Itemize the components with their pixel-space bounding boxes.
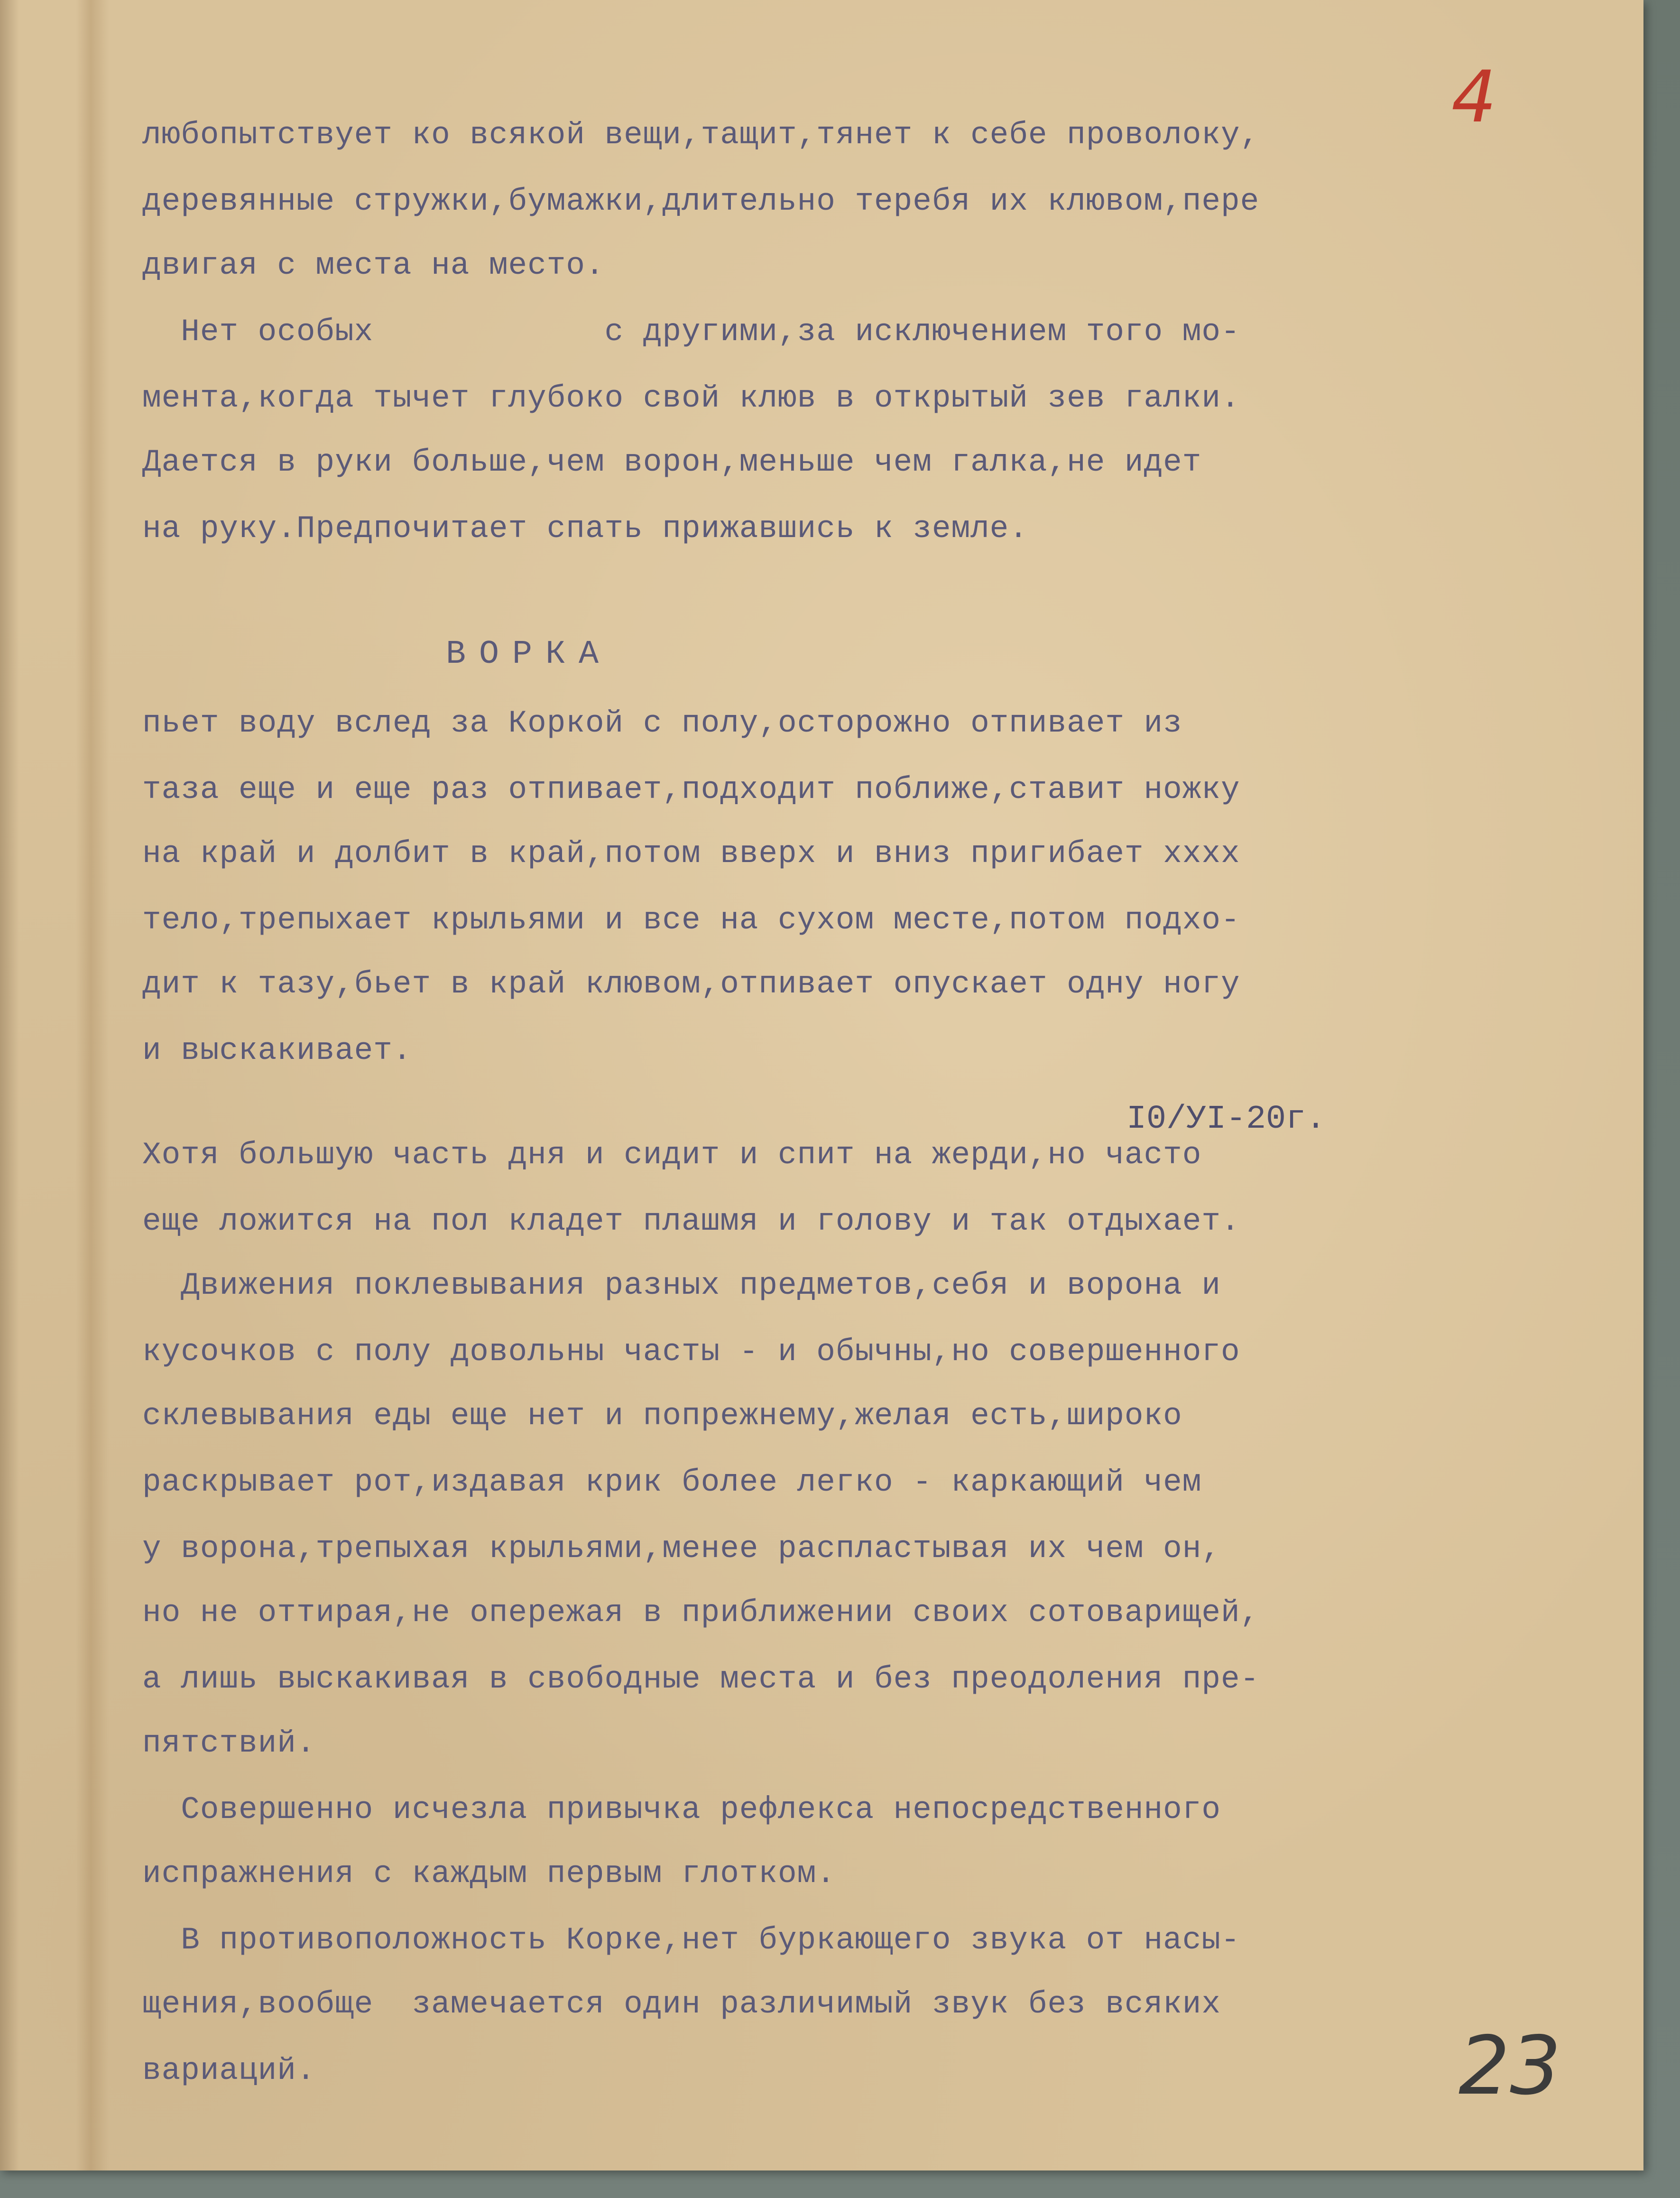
text-line: деревянные стружки,бумажки,длительно теребя их клювом,пере <box>142 184 1260 219</box>
text-line: и выскакивает. <box>142 1033 412 1068</box>
text-line: Нет особых с другими,за исключением того мо- <box>142 314 1240 350</box>
section-heading: ВОРКА <box>446 636 612 673</box>
page-number: 4 <box>1451 56 1497 139</box>
page-fold-edge <box>0 0 19 2170</box>
text-line: на край и долбит в край,потом вверх и вниз пригибает xxxx <box>142 836 1240 872</box>
text-line: В противоположность Корке,нет буркающего звука от насы- <box>142 1922 1240 1958</box>
text-line: тело,трепыхает крыльями и все на сухом месте,потом подхо- <box>142 902 1240 938</box>
text-line: любопытствует ко всякой вещи,тащит,тянет к себе проволоку, <box>142 117 1260 153</box>
text-line: кусочков с полу довольны часты - и обычны,но совершенного <box>142 1334 1240 1370</box>
text-line: вариаций. <box>142 2053 316 2088</box>
text-line: таза еще и еще раз отпивает,подходит поближе,ставит ножку <box>142 772 1240 807</box>
text-line: Дается в руки больше,чем ворон,меньше чем галка,не идет <box>142 445 1202 480</box>
text-line: на руку.Предпочитает спать прижавшись к земле. <box>142 511 1028 547</box>
entry-date: I0/УI-20г. <box>1126 1101 1326 1138</box>
archive-sheet-number: 23 <box>1458 2019 1561 2113</box>
text-line: щения,вообще замечается один различимый звук без всяких <box>142 1986 1221 2022</box>
text-line: Хотя большую часть дня и сидит и спит на жерди,но часто <box>142 1137 1202 1173</box>
text-line: мента,когда тычет глубоко свой клюв в открытый зев галки. <box>142 380 1240 416</box>
text-line: Движения поклевывания разных предметов,себя и ворона и <box>142 1268 1221 1303</box>
text-line: но не оттирая,не опережая в приближении своих сотоварищей, <box>142 1595 1260 1631</box>
text-line: двигая с места на место. <box>142 248 605 283</box>
page-fold-crease <box>76 0 109 2170</box>
text-line: испражнения с каждым первым глотком. <box>142 1856 836 1892</box>
text-line: а лишь выскакивая в свободные места и без преодоления пре- <box>142 1661 1260 1697</box>
text-line: дит к тазу,бьет в край клювом,отпивает опускает одну ногу <box>142 966 1240 1002</box>
text-line: раскрывает рот,издавая крик более легко - каркающий чем <box>142 1465 1202 1500</box>
text-line: у ворона,трепыхая крыльями,менее распластывая их чем он, <box>142 1531 1221 1567</box>
text-line: Совершенно исчезла привычка рефлекса непосредственного <box>142 1792 1221 1827</box>
text-line: еще ложится на пол кладет плашмя и голову и так отдыхает. <box>142 1204 1240 1239</box>
text-line: склевывания еды еще нет и попрежнему,желая есть,широко <box>142 1398 1182 1434</box>
text-line: пятствий. <box>142 1725 316 1761</box>
text-line: пьет воду вслед за Коркой с полу,осторожно отпивает из <box>142 705 1182 741</box>
